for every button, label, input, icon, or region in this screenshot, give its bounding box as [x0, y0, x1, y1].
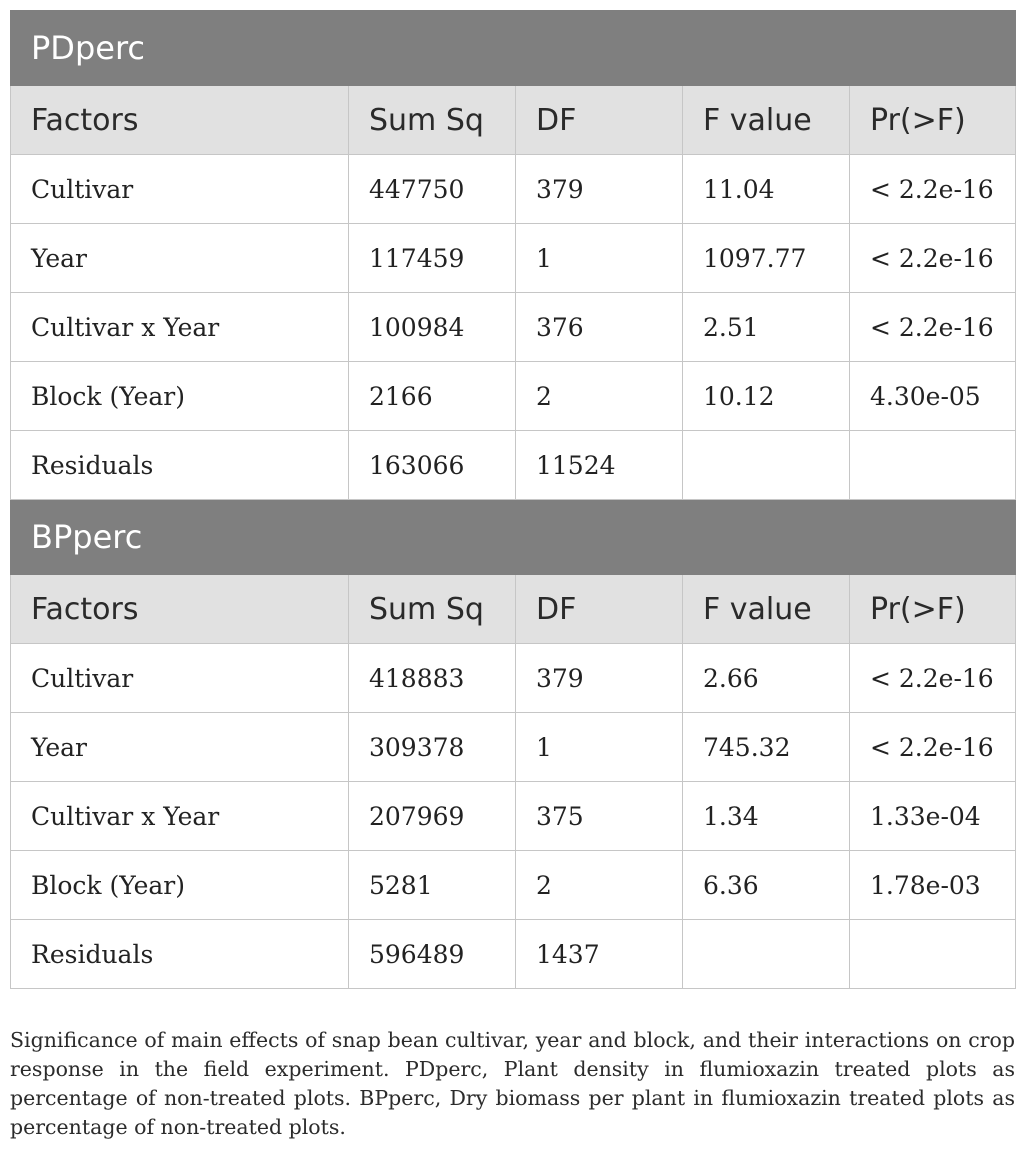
- p-value-cell: [850, 920, 1016, 989]
- f-value-cell: 1.34: [683, 782, 850, 851]
- table-row: [11, 224, 1016, 293]
- p-value-cell: < 2.2e-16: [850, 224, 1016, 293]
- section-title: BPperc: [11, 500, 1016, 575]
- table-row: [11, 155, 1016, 224]
- anova-table-container: [10, 10, 1015, 989]
- column-header-f-value: F value: [683, 575, 850, 644]
- column-header-factors: Factors: [11, 575, 349, 644]
- sum-sq-cell: 117459: [349, 224, 516, 293]
- p-value-cell: < 2.2e-16: [850, 155, 1016, 224]
- column-header-row: [11, 86, 1016, 155]
- sum-sq-cell: 163066: [349, 431, 516, 500]
- p-value-cell: < 2.2e-16: [850, 713, 1016, 782]
- section-title-row: [11, 11, 1016, 86]
- column-header-factors: Factors: [11, 86, 349, 155]
- column-header-sum-sq: Sum Sq: [349, 575, 516, 644]
- f-value-cell: 745.32: [683, 713, 850, 782]
- column-header-row: [11, 575, 1016, 644]
- table-row: [11, 362, 1016, 431]
- f-value-cell: 2.66: [683, 644, 850, 713]
- f-value-cell: 11.04: [683, 155, 850, 224]
- table-row: [11, 293, 1016, 362]
- f-value-cell: 6.36: [683, 851, 850, 920]
- df-cell: 375: [516, 782, 683, 851]
- factor-cell: Cultivar x Year: [11, 782, 349, 851]
- factor-cell: Residuals: [11, 431, 349, 500]
- table-row: [11, 920, 1016, 989]
- f-value-cell: 1097.77: [683, 224, 850, 293]
- df-cell: 11524: [516, 431, 683, 500]
- f-value-cell: [683, 431, 850, 500]
- factor-cell: Cultivar x Year: [11, 293, 349, 362]
- sum-sq-cell: 2166: [349, 362, 516, 431]
- factor-cell: Cultivar: [11, 644, 349, 713]
- f-value-cell: 2.51: [683, 293, 850, 362]
- sum-sq-cell: 309378: [349, 713, 516, 782]
- factor-cell: Year: [11, 224, 349, 293]
- sum-sq-cell: 418883: [349, 644, 516, 713]
- df-cell: 376: [516, 293, 683, 362]
- column-header-df: DF: [516, 575, 683, 644]
- f-value-cell: 10.12: [683, 362, 850, 431]
- table-row: [11, 713, 1016, 782]
- table-row: [11, 431, 1016, 500]
- p-value-cell: 1.33e-04: [850, 782, 1016, 851]
- df-cell: 379: [516, 644, 683, 713]
- factor-cell: Year: [11, 713, 349, 782]
- column-header-p-value: Pr(>F): [850, 575, 1016, 644]
- table-caption: Significance of main effects of snap bean cultivar, year and block, and their interactions on crop response in the field experiment. PDperc, Plant density in flumioxazin treated plots as percentage of non-treated plots. BPperc, Dry biomass per plant in flumioxazin treated plots as percentage of non-treated plots.: [10, 1027, 1015, 1139]
- df-cell: 2: [516, 851, 683, 920]
- table-row: [11, 782, 1016, 851]
- table-row: [11, 644, 1016, 713]
- p-value-cell: 1.78e-03: [850, 851, 1016, 920]
- sum-sq-cell: 5281: [349, 851, 516, 920]
- p-value-cell: [850, 431, 1016, 500]
- df-cell: 1437: [516, 920, 683, 989]
- section-title-row: [11, 500, 1016, 575]
- sum-sq-cell: 207969: [349, 782, 516, 851]
- table-row: [11, 851, 1016, 920]
- p-value-cell: < 2.2e-16: [850, 293, 1016, 362]
- sum-sq-cell: 100984: [349, 293, 516, 362]
- factor-cell: Residuals: [11, 920, 349, 989]
- f-value-cell: [683, 920, 850, 989]
- column-header-df: DF: [516, 86, 683, 155]
- df-cell: 1: [516, 713, 683, 782]
- df-cell: 2: [516, 362, 683, 431]
- anova-table: [10, 10, 1016, 989]
- column-header-sum-sq: Sum Sq: [349, 86, 516, 155]
- factor-cell: Cultivar: [11, 155, 349, 224]
- column-header-f-value: F value: [683, 86, 850, 155]
- factor-cell: Block (Year): [11, 362, 349, 431]
- df-cell: 1: [516, 224, 683, 293]
- sum-sq-cell: 447750: [349, 155, 516, 224]
- section-title: PDperc: [11, 11, 1016, 86]
- p-value-cell: < 2.2e-16: [850, 644, 1016, 713]
- table-body: [11, 11, 1016, 989]
- factor-cell: Block (Year): [11, 851, 349, 920]
- df-cell: 379: [516, 155, 683, 224]
- p-value-cell: 4.30e-05: [850, 362, 1016, 431]
- column-header-p-value: Pr(>F): [850, 86, 1016, 155]
- sum-sq-cell: 596489: [349, 920, 516, 989]
